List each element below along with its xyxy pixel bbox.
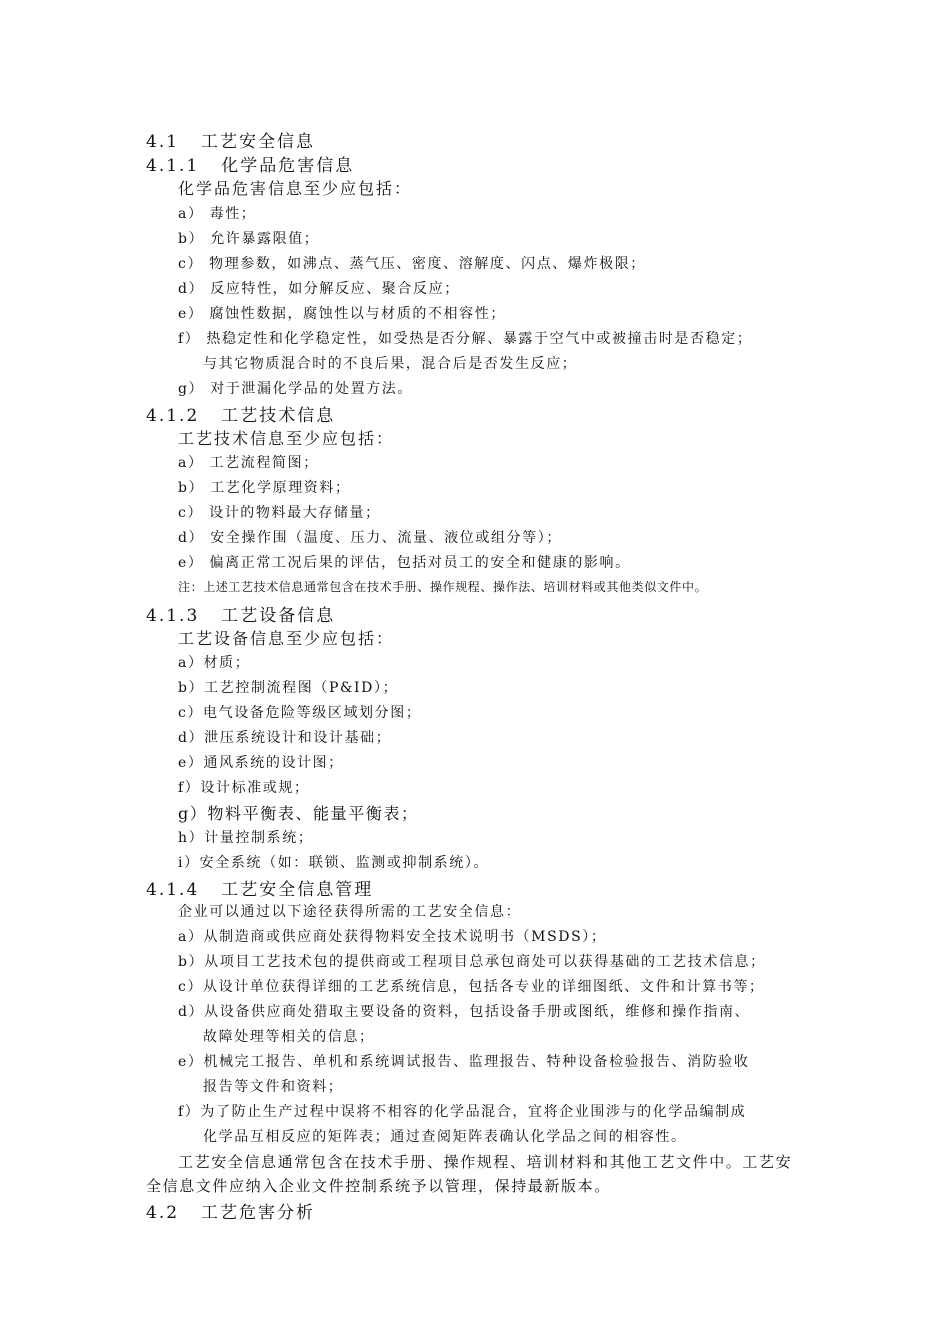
list-item: e） 偏离正常工况后果的评估，包括对员工的安全和健康的影响。	[178, 555, 631, 571]
list-item: d）泄压系统设计和设计基础；	[178, 730, 392, 746]
section-number: 4.1.1	[146, 156, 200, 176]
list-item: a）材质；	[178, 655, 251, 671]
section-heading-4-2	[146, 1198, 315, 1223]
list-item: e）机械完工报告、单机和系统调试报告、监理报告、特种设备检验报告、消防验收	[178, 1054, 750, 1070]
section-number: 4.2	[146, 1203, 180, 1223]
list-item: f）为了防止生产过程中误将不相容的化学品混合，宜将企业围涉与的化学品编制成	[178, 1104, 747, 1120]
paragraph-line: 工艺安全信息通常包含在技术手册、操作规程、培训材料和其他工艺文件中。工艺安	[178, 1153, 793, 1171]
section-intro: 工艺设备信息至少应包括：	[178, 629, 395, 648]
section-title: 工艺安全信息管理	[221, 880, 374, 900]
list-item: b）工艺控制流程图（P&ID）；	[178, 680, 399, 696]
section-heading-4-1	[146, 127, 315, 152]
list-item: f） 热稳定性和化学稳定性，如受热是否分解、暴露于空气中或被撞击时是否稳定；	[178, 331, 753, 347]
list-item: b） 工艺化学原理资料；	[178, 480, 351, 496]
section-number: 4.1.4	[146, 880, 200, 900]
list-item: c）从设计单位获得详细的工艺系统信息，包括各专业的详细图纸、文件和计算书等；	[178, 979, 765, 995]
section-intro: 化学品危害信息至少应包括：	[178, 179, 413, 198]
section-title: 化学品危害信息	[221, 156, 355, 176]
list-item-continuation: 故障处理等相关的信息；	[203, 1029, 375, 1045]
list-item: b） 允许暴露限值；	[178, 231, 320, 247]
section-heading-4-1-1	[146, 151, 354, 176]
section-title: 工艺危害分析	[201, 1203, 316, 1223]
paragraph-line: 全信息文件应纳入企业文件控制系统予以管理，保持最新版本。	[146, 1177, 611, 1195]
list-item: d） 安全操作围（温度、压力、流量、液位或组分等）；	[178, 530, 563, 546]
list-item-continuation: 与其它物质混合时的不良后果，混合后是否发生反应；	[203, 356, 578, 372]
list-item: b）从项目工艺技术包的提供商或工程项目总承包商处可以获得基础的工艺技术信息；	[178, 954, 766, 970]
list-item: a） 工艺流程简图；	[178, 455, 319, 471]
section-title: 工艺技术信息	[221, 406, 336, 426]
list-item-continuation: 化学品互相反应的矩阵表；通过查阅矩阵表确认化学品之间的相容性。	[203, 1129, 687, 1145]
section-number: 4.1	[146, 132, 180, 152]
list-item: d）从设备供应商处猎取主要设备的资料，包括设备手册或图纸，维修和操作指南、	[178, 1004, 751, 1020]
list-item-continuation: 报告等文件和资料；	[203, 1079, 344, 1095]
list-item: c）电气设备危险等级区域划分图；	[178, 705, 422, 721]
list-item: c） 物理参数，如沸点、蒸气压、密度、溶解度、闪点、爆炸极限；	[178, 256, 646, 272]
list-item: g） 对于泄漏化学品的处置方法。	[178, 381, 414, 397]
list-item: e）通风系统的设计图；	[178, 755, 344, 771]
list-item: e） 腐蚀性数据，腐蚀性以与材质的不相容性；	[178, 306, 506, 322]
list-item: h）计量控制系统；	[178, 830, 314, 846]
section-heading-4-1-2	[146, 401, 335, 426]
list-item: i）安全系统（如：联锁、监测或抑制系统）。	[178, 855, 490, 871]
list-item: a）从制造商或供应商处获得物料安全技术说明书（MSDS）；	[178, 929, 607, 945]
list-item: c） 设计的物料最大存储量；	[178, 505, 381, 521]
section-number: 4.1.2	[146, 406, 200, 426]
list-item: f）设计标准或规；	[178, 780, 310, 796]
note: 注：上述工艺技术信息通常包含在技术手册、操作规程、操作法、培训材料或其他类似文件中。	[178, 580, 708, 594]
list-item: g）物料平衡表、能量平衡表；	[178, 804, 419, 823]
section-intro: 企业可以通过以下途径获得所需的工艺安全信息：	[178, 904, 522, 920]
list-item: d） 反应特性，如分解反应、聚合反应；	[178, 281, 460, 297]
list-item: a） 毒性；	[178, 206, 257, 222]
section-title: 工艺安全信息	[201, 132, 316, 152]
section-heading-4-1-4	[146, 875, 373, 900]
section-intro: 工艺技术信息至少应包括：	[178, 429, 395, 448]
section-title: 工艺设备信息	[221, 606, 336, 626]
section-heading-4-1-3	[146, 601, 335, 626]
section-number: 4.1.3	[146, 606, 200, 626]
